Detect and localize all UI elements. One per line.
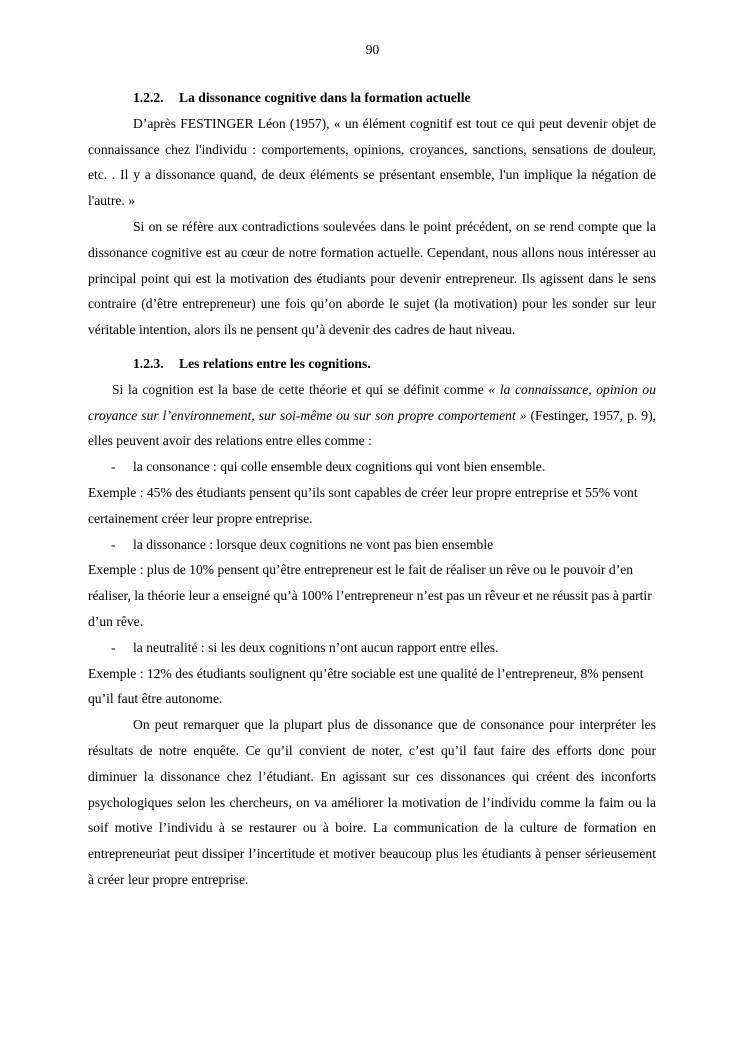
document-body [88, 85, 656, 893]
section-heading-1-2-3 [88, 351, 656, 377]
section-title: Les relations entre les cognitions. [179, 355, 371, 371]
section-number: 1.2.2. [133, 90, 164, 105]
list-item-consonance [88, 454, 656, 480]
list-item-label: la dissonance : lorsque deux cognitions ne vont pas bien ensemble [133, 536, 494, 552]
bullet-dash: - [111, 536, 116, 552]
example-consonance: Exemple : 45% des étudiants pensent qu’ils sont capables de créer leur propre entreprise et 55% vont certainement créer leur propre entreprise. [88, 484, 638, 526]
bullet-dash: - [111, 639, 116, 655]
list-item-neutralite [88, 635, 656, 661]
paragraph-festinger-quote: D’après FESTINGER Léon (1957), « un élément cognitif est tout ce qui peut devenir objet de connaissance chez l'individu : comportements, opinions, croyances, sanctions, sensations de douleur, etc. . Il y a dissonance quand, de deux éléments se présentant ensemble, l'un implique la négation de l'autre. » [88, 115, 656, 209]
example-neutralite: Exemple : 12% des étudiants soulignent qu’être sociable est une qualité de l’entrepreneur, 8% pensent qu’il faut être autonome. [88, 665, 644, 707]
list-item-label: la consonance : qui colle ensemble deux cognitions qui vont bien ensemble. [133, 459, 546, 475]
definition-quote: « la connaissance, opinion ou croyance sur l’environnement, sur soi-même ou sur son propre comportement » [88, 381, 657, 423]
section-number: 1.2.3. [133, 355, 164, 371]
example-dissonance: Exemple : plus de 10% pensent qu’être entrepreneur est le fait de réaliser un rêve ou le pouvoir d’en réaliser, la théorie leur a enseigné qu’à 100% l’entrepreneur n’est pas un rêveur et ne réussit pas à partir d’un rêve. [88, 562, 652, 629]
paragraph-cognition-definition [88, 377, 656, 454]
section-heading-1-2-2 [88, 85, 656, 111]
intro-citation: (Festinger, 1957, p. 9), elles peuvent avoir des relations entre elles comme : [88, 407, 656, 449]
page-number: 90 [365, 42, 380, 57]
paragraph-contradictions: Si on se réfère aux contradictions soulevées dans le point précédent, on se rend compte que la dissonance cognitive est au cœur de notre formation actuelle. Cependant, nous allons nous intéresser au principal point qui est la motivation des étudiants pour devenir entrepreneur. Ils agissent dans le sens contraire (d’être entrepreneur) une fois qu’on aborde le sujet (la motivation) pour les sonder sur leur véritable intention, alors ils ne pensent qu’à devenir des cadres de haut niveau. [88, 218, 656, 338]
list-item-label: la neutralité : si les deux cognitions n’ont aucun rapport entre elles. [133, 639, 499, 655]
paragraph-conclusion: On peut remarquer que la plupart plus de dissonance que de consonance pour interpréter les résultats de notre enquête. Ce qu’il convient de noter, c’est qu’il faut faire des efforts donc pour diminuer la dissonance chez l’étudiant. En agissant sur ces dissonances qui créent des inconforts psychologiques selon les chercheurs, on va améliorer la motivation de l’individu comme la faim ou la soif motive l’individu à se restaurer ou à boire. La communication de la culture de formation en entrepreneuriat peut dissiper l’incertitude et motiver beaucoup plus les étudiants à penser sérieusement à créer leur propre entreprise. [88, 717, 656, 887]
section-title: La dissonance cognitive dans la formation actuelle [179, 90, 471, 105]
bullet-dash: - [111, 459, 116, 475]
list-item-dissonance [88, 532, 656, 558]
intro-text: Si la cognition est la base de cette théorie et qui se définit comme [112, 381, 489, 397]
